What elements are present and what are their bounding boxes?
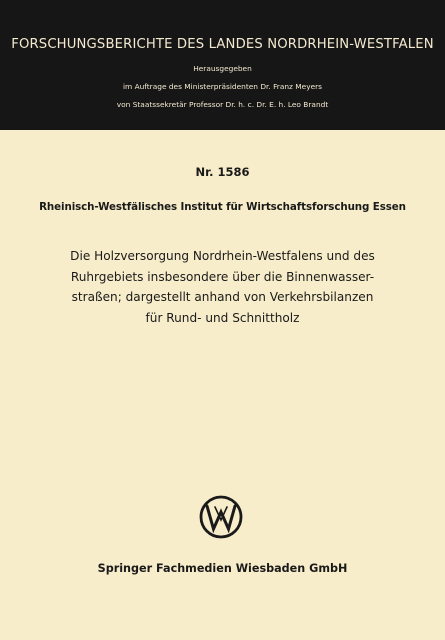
book-title-line-2: Ruhrgebiets insbesondere über die Binnenwasser-	[70, 269, 375, 284]
book-title-line-4: für Rund- und Schnittholz	[145, 310, 300, 325]
book-title-line-1: Die Holzversorgung Nordrhein-Westfalens und des	[70, 249, 375, 263]
editor-line-1: Herausgegeben	[193, 64, 252, 73]
book-title-line-3: straßen; dargestellt anhand von Verkehrsbilanzen	[71, 290, 374, 304]
institute-name: Rheinisch-Westfälisches Institut für Wirtschaftsforschung Essen	[39, 201, 406, 213]
book-title	[0, 246, 445, 328]
editor-line-2: im Auftrage des Ministerpräsidenten Dr. Franz Meyers	[122, 82, 323, 91]
series-header	[0, 0, 445, 130]
series-title: FORSCHUNGSBERICHTE DES LANDES NORDRHEIN-WESTFALEN	[11, 37, 434, 52]
editor-line-3: von Staatssekretär Professor Dr. h. c. Dr. E. h. Leo Brandt	[116, 100, 329, 109]
publisher-name: Springer Fachmedien Wiesbaden GmbH	[97, 562, 348, 575]
publisher-w-logo-icon	[199, 495, 243, 539]
report-number: Nr. 1586	[195, 165, 250, 179]
